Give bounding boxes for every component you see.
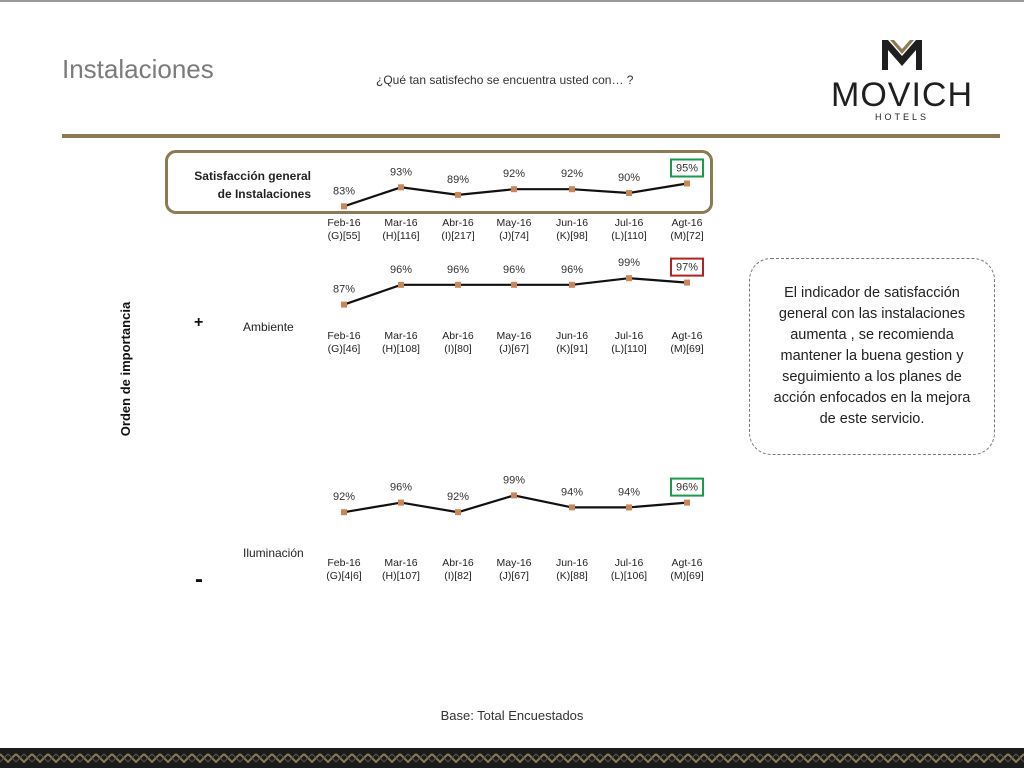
x-tick-label: Abr-16 — [442, 330, 474, 342]
x-tick-label: Jul-16 — [614, 557, 644, 569]
data-point — [569, 504, 575, 510]
x-base-label: (L)[106] — [610, 570, 648, 582]
logo-brand-text: MOVICH — [831, 76, 973, 114]
data-point — [684, 181, 690, 187]
data-point — [455, 509, 461, 515]
data-label: 99% — [617, 257, 641, 270]
data-label: 92% — [446, 491, 470, 504]
survey-question: ¿Qué tan satisfecho se encuentra usted con… ? — [376, 73, 634, 87]
x-tick-label: Jun-16 — [555, 330, 589, 342]
data-point — [455, 282, 461, 288]
x-tick-label: Abr-16 — [442, 217, 474, 229]
x-base-label: (I)[217] — [441, 230, 475, 242]
data-point — [511, 492, 517, 498]
ambiente-label: Ambiente — [243, 320, 294, 334]
iluminacion-label: Iluminación — [243, 546, 304, 560]
x-tick-label: Agt-16 — [671, 330, 703, 342]
data-point — [684, 500, 690, 506]
x-base-label: (H)[107] — [382, 570, 420, 582]
data-label: 96% — [389, 263, 413, 276]
x-tick-label: Jul-16 — [614, 330, 644, 342]
data-label: 93% — [389, 166, 413, 179]
data-label: 94% — [617, 486, 641, 499]
data-label: 95% — [675, 162, 699, 175]
x-tick-label: Mar-16 — [384, 557, 418, 569]
data-point — [626, 190, 632, 196]
base-note: Base: Total Encuestados — [440, 708, 584, 723]
x-base-label: (G)[46] — [327, 343, 361, 355]
x-base-label: (M)[72] — [670, 230, 704, 242]
recommendation-note — [749, 258, 995, 455]
x-tick-label: Agt-16 — [671, 557, 703, 569]
data-label: 96% — [446, 263, 470, 276]
x-tick-label: Abr-16 — [442, 557, 474, 569]
x-tick-label: Mar-16 — [384, 330, 418, 342]
data-point — [626, 504, 632, 510]
x-base-label: (H)[108] — [382, 343, 420, 355]
data-label: 94% — [560, 486, 584, 499]
x-tick-label: Jun-16 — [555, 217, 589, 229]
logo-sub-text: HOTELS — [874, 112, 930, 122]
note-text: El indicador de satisfacción general con las instalaciones aumenta , se recomienda mantener la buena gestion y seguimiento a los planes de acción enfocados en la mejora de este servicio. — [773, 285, 971, 427]
x-base-label: (J)[67] — [499, 343, 529, 355]
data-point — [455, 192, 461, 198]
x-tick-label: Feb-16 — [327, 217, 361, 229]
minus-sign: - — [195, 566, 203, 593]
data-point — [398, 184, 404, 190]
x-tick-label: Feb-16 — [327, 330, 361, 342]
data-label: 87% — [332, 283, 356, 296]
data-label: 96% — [389, 481, 413, 494]
x-base-label: (I)[80] — [444, 343, 472, 355]
x-base-label: (K)[88] — [556, 570, 588, 582]
data-label: 96% — [675, 481, 699, 494]
x-base-label: (G)[55] — [327, 230, 361, 242]
data-point — [341, 509, 347, 515]
x-tick-label: May-16 — [496, 330, 532, 342]
data-label: 89% — [446, 173, 470, 186]
data-label: 96% — [560, 263, 584, 276]
data-label: 92% — [560, 168, 584, 181]
data-point — [569, 282, 575, 288]
x-base-label: (L)[110] — [611, 343, 647, 355]
x-base-label: (H)[116] — [382, 230, 420, 242]
x-tick-label: May-16 — [496, 557, 532, 569]
page-title: Instalaciones — [62, 54, 214, 84]
x-base-label: (K)[98] — [556, 230, 588, 242]
x-tick-label: Jul-16 — [614, 217, 644, 229]
x-base-label: (G)[4|6] — [326, 570, 362, 582]
x-base-label: (M)[69] — [670, 343, 704, 355]
x-tick-label: Jun-16 — [555, 557, 589, 569]
data-point — [569, 186, 575, 192]
overall-satisfaction-label: Satisfacción general de Instalaciones — [194, 169, 311, 201]
data-label: 97% — [675, 261, 699, 274]
x-base-label: (K)[91] — [556, 343, 588, 355]
axis-title: Orden de importancia — [118, 301, 133, 437]
x-base-label: (L)[110] — [611, 230, 647, 242]
data-label: 96% — [502, 263, 526, 276]
data-label: 99% — [502, 474, 526, 487]
x-tick-label: Feb-16 — [327, 557, 361, 569]
x-base-label: (J)[67] — [499, 570, 529, 582]
x-tick-label: Mar-16 — [384, 217, 418, 229]
footer-pattern — [0, 748, 1024, 768]
data-point — [341, 203, 347, 209]
x-tick-label: May-16 — [496, 217, 532, 229]
data-label: 90% — [617, 172, 641, 184]
data-point — [341, 302, 347, 308]
data-label: 92% — [332, 491, 356, 504]
x-base-label: (M)[69] — [670, 570, 704, 582]
data-point — [684, 280, 690, 286]
data-label: 83% — [332, 185, 356, 198]
x-base-label: (I)[82] — [444, 570, 472, 582]
data-point — [511, 186, 517, 192]
data-point — [626, 275, 632, 281]
x-tick-label: Agt-16 — [671, 217, 703, 229]
plus-sign: + — [194, 314, 204, 331]
data-point — [398, 500, 404, 506]
data-label: 92% — [502, 168, 526, 181]
data-point — [398, 282, 404, 288]
data-point — [511, 282, 517, 288]
x-base-label: (J)[74] — [499, 230, 529, 242]
